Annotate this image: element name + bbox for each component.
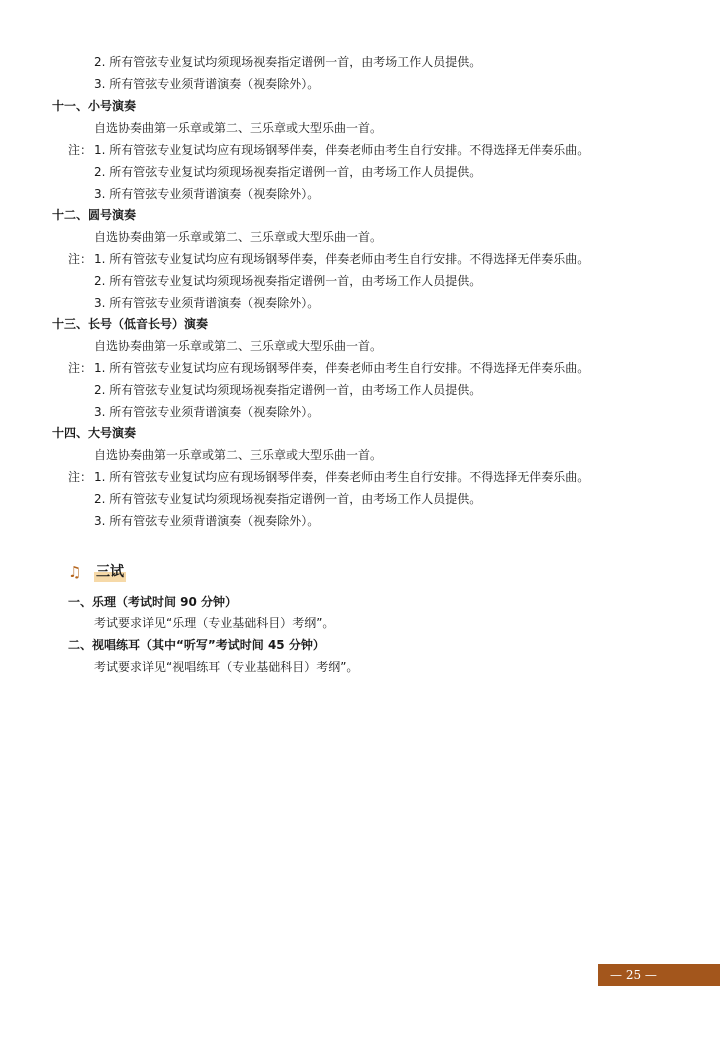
page-footer [598,964,720,986]
note-item: 3. 所有管弦专业须背谱演奏（视奏除外）。 [94,187,320,201]
section-title: 三试 [96,564,124,580]
note-item: 1. 所有管弦专业复试均应有现场钢琴伴奏，伴奏老师由考生自行安排。不得选择无伴奏乐曲。 [94,252,590,266]
requirement-text: 自选协奏曲第一乐章或第二、三乐章或大型乐曲一首。 [94,230,383,244]
section-heading: 二、视唱练耳（其中“听写”考试时间 45 分钟） [68,638,325,652]
requirement-text: 自选协奏曲第一乐章或第二、三乐章或大型乐曲一首。 [94,121,383,135]
note-label: 注： [68,252,93,266]
section-heading: 十二、圆号演奏 [52,208,137,222]
requirement-text: 自选协奏曲第一乐章或第二、三乐章或大型乐曲一首。 [94,448,383,462]
page-number: — 25 — [610,968,657,982]
note-item: 2. 所有管弦专业复试均须现场视奏指定谱例一首，由考场工作人员提供。 [94,274,482,288]
section-heading: 十三、长号（低音长号）演奏 [52,317,209,331]
note-item: 3. 所有管弦专业须背谱演奏（视奏除外）。 [94,77,320,91]
section-heading: 十一、小号演奏 [52,99,137,113]
note-item: 3. 所有管弦专业须背谱演奏（视奏除外）。 [94,405,320,419]
note-label: 注： [68,143,93,157]
note-item: 1. 所有管弦专业复试均应有现场钢琴伴奏，伴奏老师由考生自行安排。不得选择无伴奏乐曲。 [94,361,590,375]
section-header [68,562,126,582]
note-item: 2. 所有管弦专业复试均须现场视奏指定谱例一首，由考场工作人员提供。 [94,55,482,69]
section-heading: 一、乐理（考试时间 90 分钟） [68,595,238,609]
note-item: 2. 所有管弦专业复试均须现场视奏指定谱例一首，由考场工作人员提供。 [94,492,482,506]
note-item: 1. 所有管弦专业复试均应有现场钢琴伴奏，伴奏老师由考生自行安排。不得选择无伴奏乐曲。 [94,470,590,484]
note-item: 2. 所有管弦专业复试均须现场视奏指定谱例一首，由考场工作人员提供。 [94,383,482,397]
note-item: 1. 所有管弦专业复试均应有现场钢琴伴奏，伴奏老师由考生自行安排。不得选择无伴奏乐曲。 [94,143,590,157]
note-item: 3. 所有管弦专业须背谱演奏（视奏除外）。 [94,296,320,310]
note-label: 注： [68,470,93,484]
music-note-icon: ♫ [68,563,82,581]
note-item: 3. 所有管弦专业须背谱演奏（视奏除外）。 [94,514,320,528]
note-item: 2. 所有管弦专业复试均须现场视奏指定谱例一首，由考场工作人员提供。 [94,165,482,179]
section-heading: 十四、大号演奏 [52,426,137,440]
requirement-text: 考试要求详见“视唱练耳（专业基础科目）考纲”。 [94,660,359,674]
note-label: 注： [68,361,93,375]
requirement-text: 考试要求详见“乐理（专业基础科目）考纲”。 [94,616,335,630]
requirement-text: 自选协奏曲第一乐章或第二、三乐章或大型乐曲一首。 [94,339,383,353]
